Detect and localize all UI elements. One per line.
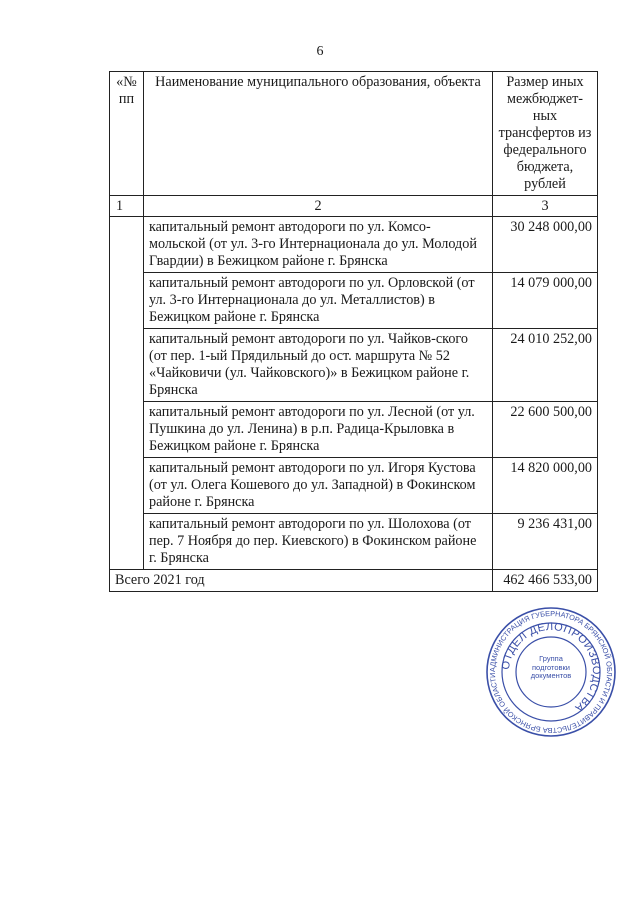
merged-number-cell xyxy=(110,217,144,570)
header-name: Наименование муниципального образования, объекта xyxy=(144,72,493,196)
column-number-3: 3 xyxy=(493,196,598,217)
transfers-table xyxy=(109,71,598,592)
header-amount: Размер иных межбюджет-ных трансфертов из федерального бюджета, рублей xyxy=(493,72,598,196)
column-numbers-row xyxy=(110,196,598,217)
object-amount: 14 079 000,00 xyxy=(493,273,598,329)
table-row xyxy=(110,329,598,402)
table-row xyxy=(110,217,598,273)
header-number: «№ пп xyxy=(110,72,144,196)
object-amount: 30 248 000,00 xyxy=(493,217,598,273)
object-amount: 24 010 252,00 xyxy=(493,329,598,402)
stamp-middle-text: ОТДЕЛ ДЕЛОПРОИЗВОДСТВА xyxy=(499,620,603,715)
object-amount: 14 820 000,00 xyxy=(493,458,598,514)
column-number-2: 2 xyxy=(144,196,493,217)
table-header-row xyxy=(110,72,598,196)
total-amount: 462 466 533,00 xyxy=(493,570,598,592)
page-number: 6 xyxy=(316,44,324,59)
object-name: капитальный ремонт автодороги по ул. Орловской (от ул. 3-го Интернационала до ул. Металлистов) в Бежицком районе г. Брянска xyxy=(144,273,493,329)
total-row xyxy=(110,570,598,592)
object-name: капитальный ремонт автодороги по ул. Игоря Кустова (от ул. Олега Кошевого до ул. Западной) в Фокинском районе г. Брянска xyxy=(144,458,493,514)
total-label: Всего 2021 год xyxy=(110,570,493,592)
object-name: капитальный ремонт автодороги по ул. Шолохова (от пер. 7 Ноября до пер. Киевского) в Фокинском районе г. Брянска xyxy=(144,514,493,570)
table-row xyxy=(110,273,598,329)
table-row xyxy=(110,402,598,458)
object-name: капитальный ремонт автодороги по ул. Лесной (от ул. Пушкина до ул. Ленина) в р.п. Радица-Крыловка в Бежицком районе г. Брянска xyxy=(144,402,493,458)
table-row xyxy=(110,458,598,514)
object-name: капитальный ремонт автодороги по ул. Чайков-ского (от пер. 1-ый Прядильный до ост. маршрута № 52 «Чайковичи (ул. Чайковского)» в Бежицком районе г. Брянска xyxy=(144,329,493,402)
stamp-outer-text: АДМИНИСТРАЦИЯ ГУБЕРНАТОРА БРЯНСКОЙ ОБЛАСТИ И ПРАВИТЕЛЬСТВА БРЯНСКОЙ ОБЛАСТИ xyxy=(487,608,615,736)
stamp-inner-text: Группа подготовки документов xyxy=(530,655,572,680)
table-row xyxy=(110,514,598,570)
object-amount: 22 600 500,00 xyxy=(493,402,598,458)
object-amount: 9 236 431,00 xyxy=(493,514,598,570)
official-stamp-icon xyxy=(484,605,618,739)
object-name: капитальный ремонт автодороги по ул. Комсо-мольской (от ул. 3-го Интернационала до ул. Молодой Гвардии) в Бежицком районе г. Брянска xyxy=(144,217,493,273)
column-number-1: 1 xyxy=(110,196,144,217)
